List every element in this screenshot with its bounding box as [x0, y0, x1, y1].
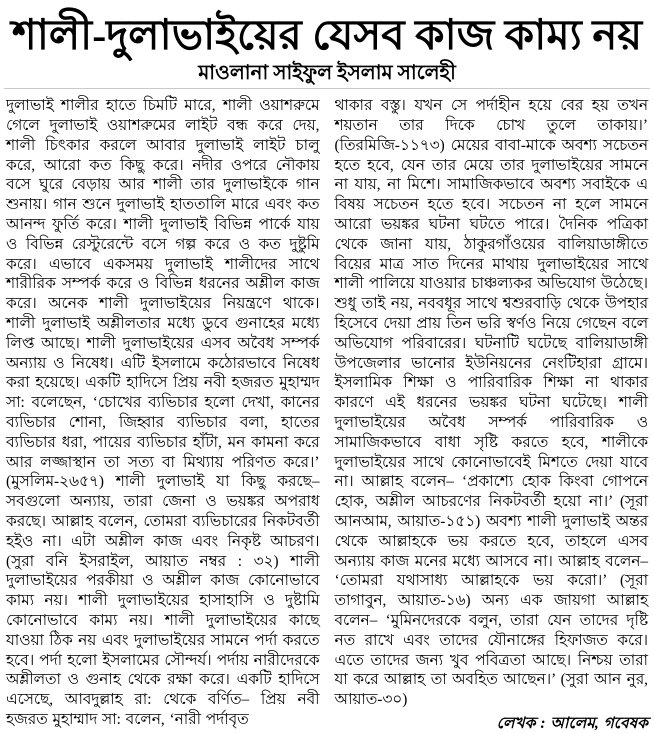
article-column-left: দুলাভাই শালীর হাতে চিমটি মারে, শালী ওয়াশরুমে গেলে দুলাভাই ওয়াশরুমের লাইট বন্ধ করে দেয়, শালী চিৎকার করলে আবার দুলাভাই লাইট চালু করে, আরো কত কিছু করে। নদীর ওপরে নৌকায় বসে ঘুরে বেড়ায় আর শালী তার দুলাভাইকে গান শুনায়। গান শুনে দুলাভাই হাততালি মারে এবং কত আনন্দ ফুর্তি করে। শালী দুলাভাই বিভিন্ন পার্কে যায় ও বিভিন্ন রেস্টুরেন্টে বসে গল্প করে ও কত দুষ্টুমি করে। এভাবে একসময় দুলাভাই শালীদের সাথে শারীরিক সম্পর্ক করে ও বিভিন্ন ধরনের অশ্লীল কাজ করে। অনেক শালী দুলাভাইয়ের নিয়ন্ত্রণে থাকে। শালী দুলাভাই অশ্লীলতার মধ্যে ডুবে গুনাহের মধ্যে লিপ্ত আছে। শালী দুলাভাইয়ের এসব অবৈধ সম্পর্ক অন্যায় ও নিষেধ। এটি ইসলামে কঠোরভাবে নিষেধ করা হয়েছে। একটি হাদিসে প্রিয় নবী হজরত মুহাম্মদ সা: বলেছেন, ‘চোখের ব্যভিচার হলো দেখা, কানের ব্যভিচার শোনা, জিহ্বার ব্যভিচার বলা, হাতের ব্যভিচার ধরা, পায়ের ব্যভিচার হাঁটা, মন কামনা করে আর লজ্জাস্থান তা সত্য বা মিথ্যায় পরিণত করে।’ (মুসলিম-২৬৫৭) শালী দুলাভাই যা কিছু করছে– সবগুলো অন্যায়, তারা জেনা ও ভয়ঙ্কর অপরাধ করছে। আল্লাহ বলেন, তোমরা ব্যভিচারের নিকটবর্তী হইও না। এটা অশ্লীল কাজ এবং নিকৃষ্ট আচরণ। (সুরা বনি ইসরাইল, আয়াত নম্বর : ৩২) শালী দুলাভাইয়ের পরকীয়া ও অশ্লীল কাজ কোনোভাবে কাম্য নয়। শালী দুলাভাইয়ের হাসাহাসি ও দুষ্টামি কোনোভাবে কাম্য নয়। শালী দুলাভাইয়ের কাছে যাওয়া ঠিক নয় এবং দুলাভাইয়ের সামনে পর্দা করতে হবে। পর্দা হলো ইসলামের সৌন্দর্য। পর্দায় নারীদেরকে অশ্লীলতা ও গুনাহ থেকে রক্ষা করে। একটি হাদিসে এসেছে, আবদুল্লাহ রা: থেকে বর্ণিত– প্রিয় নবী হজরত মুহাম্মাদ সা: বলেন, ‘নারী পর্দাবৃত: [6, 97, 320, 728]
article-body: [4, 96, 650, 734]
article-column-right: [335, 96, 649, 734]
article-column-right-text: থাকার বস্তু। যখন সে পর্দাহীন হয়ে বের হয় তখন শয়তান তার দিকে চোখ তুলে তাকায়।’ (তিরমিজি-১১৭৩) মেয়ের বাবা-মাকে অবশ্য সচেতন হতে হবে, যেন তার মেয়ে তার দুলাভাইয়ের সামনে না যায়, না মিশে। সামাজিকভাবে অবশ্য সবাইকে এ বিষয় সচেতন হতে হবে। সচেতন না হলে সামনে আরো ভয়ঙ্কর ঘটনা ঘটতে পারে। দৈনিক পত্রিকা থেকে জানা যায়, ঠাকুরগাঁওয়ের বালিয়াডাঙ্গীতে বিয়ের মাত্র সাত দিনের মাথায় দুলাভাইয়ের সাথে শালী পালিয়ে যাওয়ার চাঞ্চল্যকর অভিযোগ উঠেছে। শুধু তাই নয়, নববধূর সাথে শ্বশুরবাড়ি থেকে উপহার হিসেবে দেয়া প্রায় তিন ভরি স্বর্ণও নিয়ে গেছেন বলে অভিযোগ পরিবারের। ঘটনাটি ঘটেছে বালিয়াডাঙ্গী উপজেলার ভানোর ইউনিয়নের নেংটিহারা গ্রামে। ইসলামিক শিক্ষা ও পারিবারিক শিক্ষা না থাকার কারণে এই ধরনের ভয়ঙ্কর ঘটনা ঘটেছে। শালী দুলাভাইয়ের অবৈধ সম্পর্ক পারিবারিক ও সামাজিকভাবে বাধা সৃষ্টি করতে হবে, শালীকে দুলাভাইয়ের সাথে কোনোভাবেই মিশতে দেয়া যাবে না। আল্লাহ বলেন– ‘প্রকাশ্যে হোক কিংবা গোপনে হোক, অশ্লীল আচরণের নিকটবর্তী হয়ো না।’ (সূরা আনআম, আয়াত-১৫১) অবশ্য শালী দুলাভাই অন্তর থেকে আল্লাহকে ভয় করতে হবে, তাহলে এসব অন্যায় কাজ মনের মধ্যে আসবে না। আল্লাহ বলেন– ‘তোমরা যথাসাধ্য আল্লাহকে ভয় করো।’ (সূরা তাগাবুন, আয়াত-১৬) অন্য এক জায়গা আল্লাহ বলেন– ‘মুমিনদেরকে বলুন, তারা যেন তাদের দৃষ্টি নত রাখে এবং তাদের যৌনাঙ্গের হিফাজত করে। এতে তাদের জন্য খুব পবিত্রতা আছে। নিশ্চয় তারা যা করে আল্লাহ তা অবহিত আছেন।’ (সুরা আন নুর, আয়াত-৩০): [334, 97, 648, 709]
article-title: শালী-দুলাভাইয়ের যেসব কাজ কাম্য নয়: [11, 13, 643, 59]
header-divider: [4, 88, 650, 89]
article-author-subtitle: মাওলানা সাইফুল ইসলাম সালেহী: [198, 62, 456, 85]
author-byline: লেখক : আলেম, গবেষক: [496, 715, 648, 732]
